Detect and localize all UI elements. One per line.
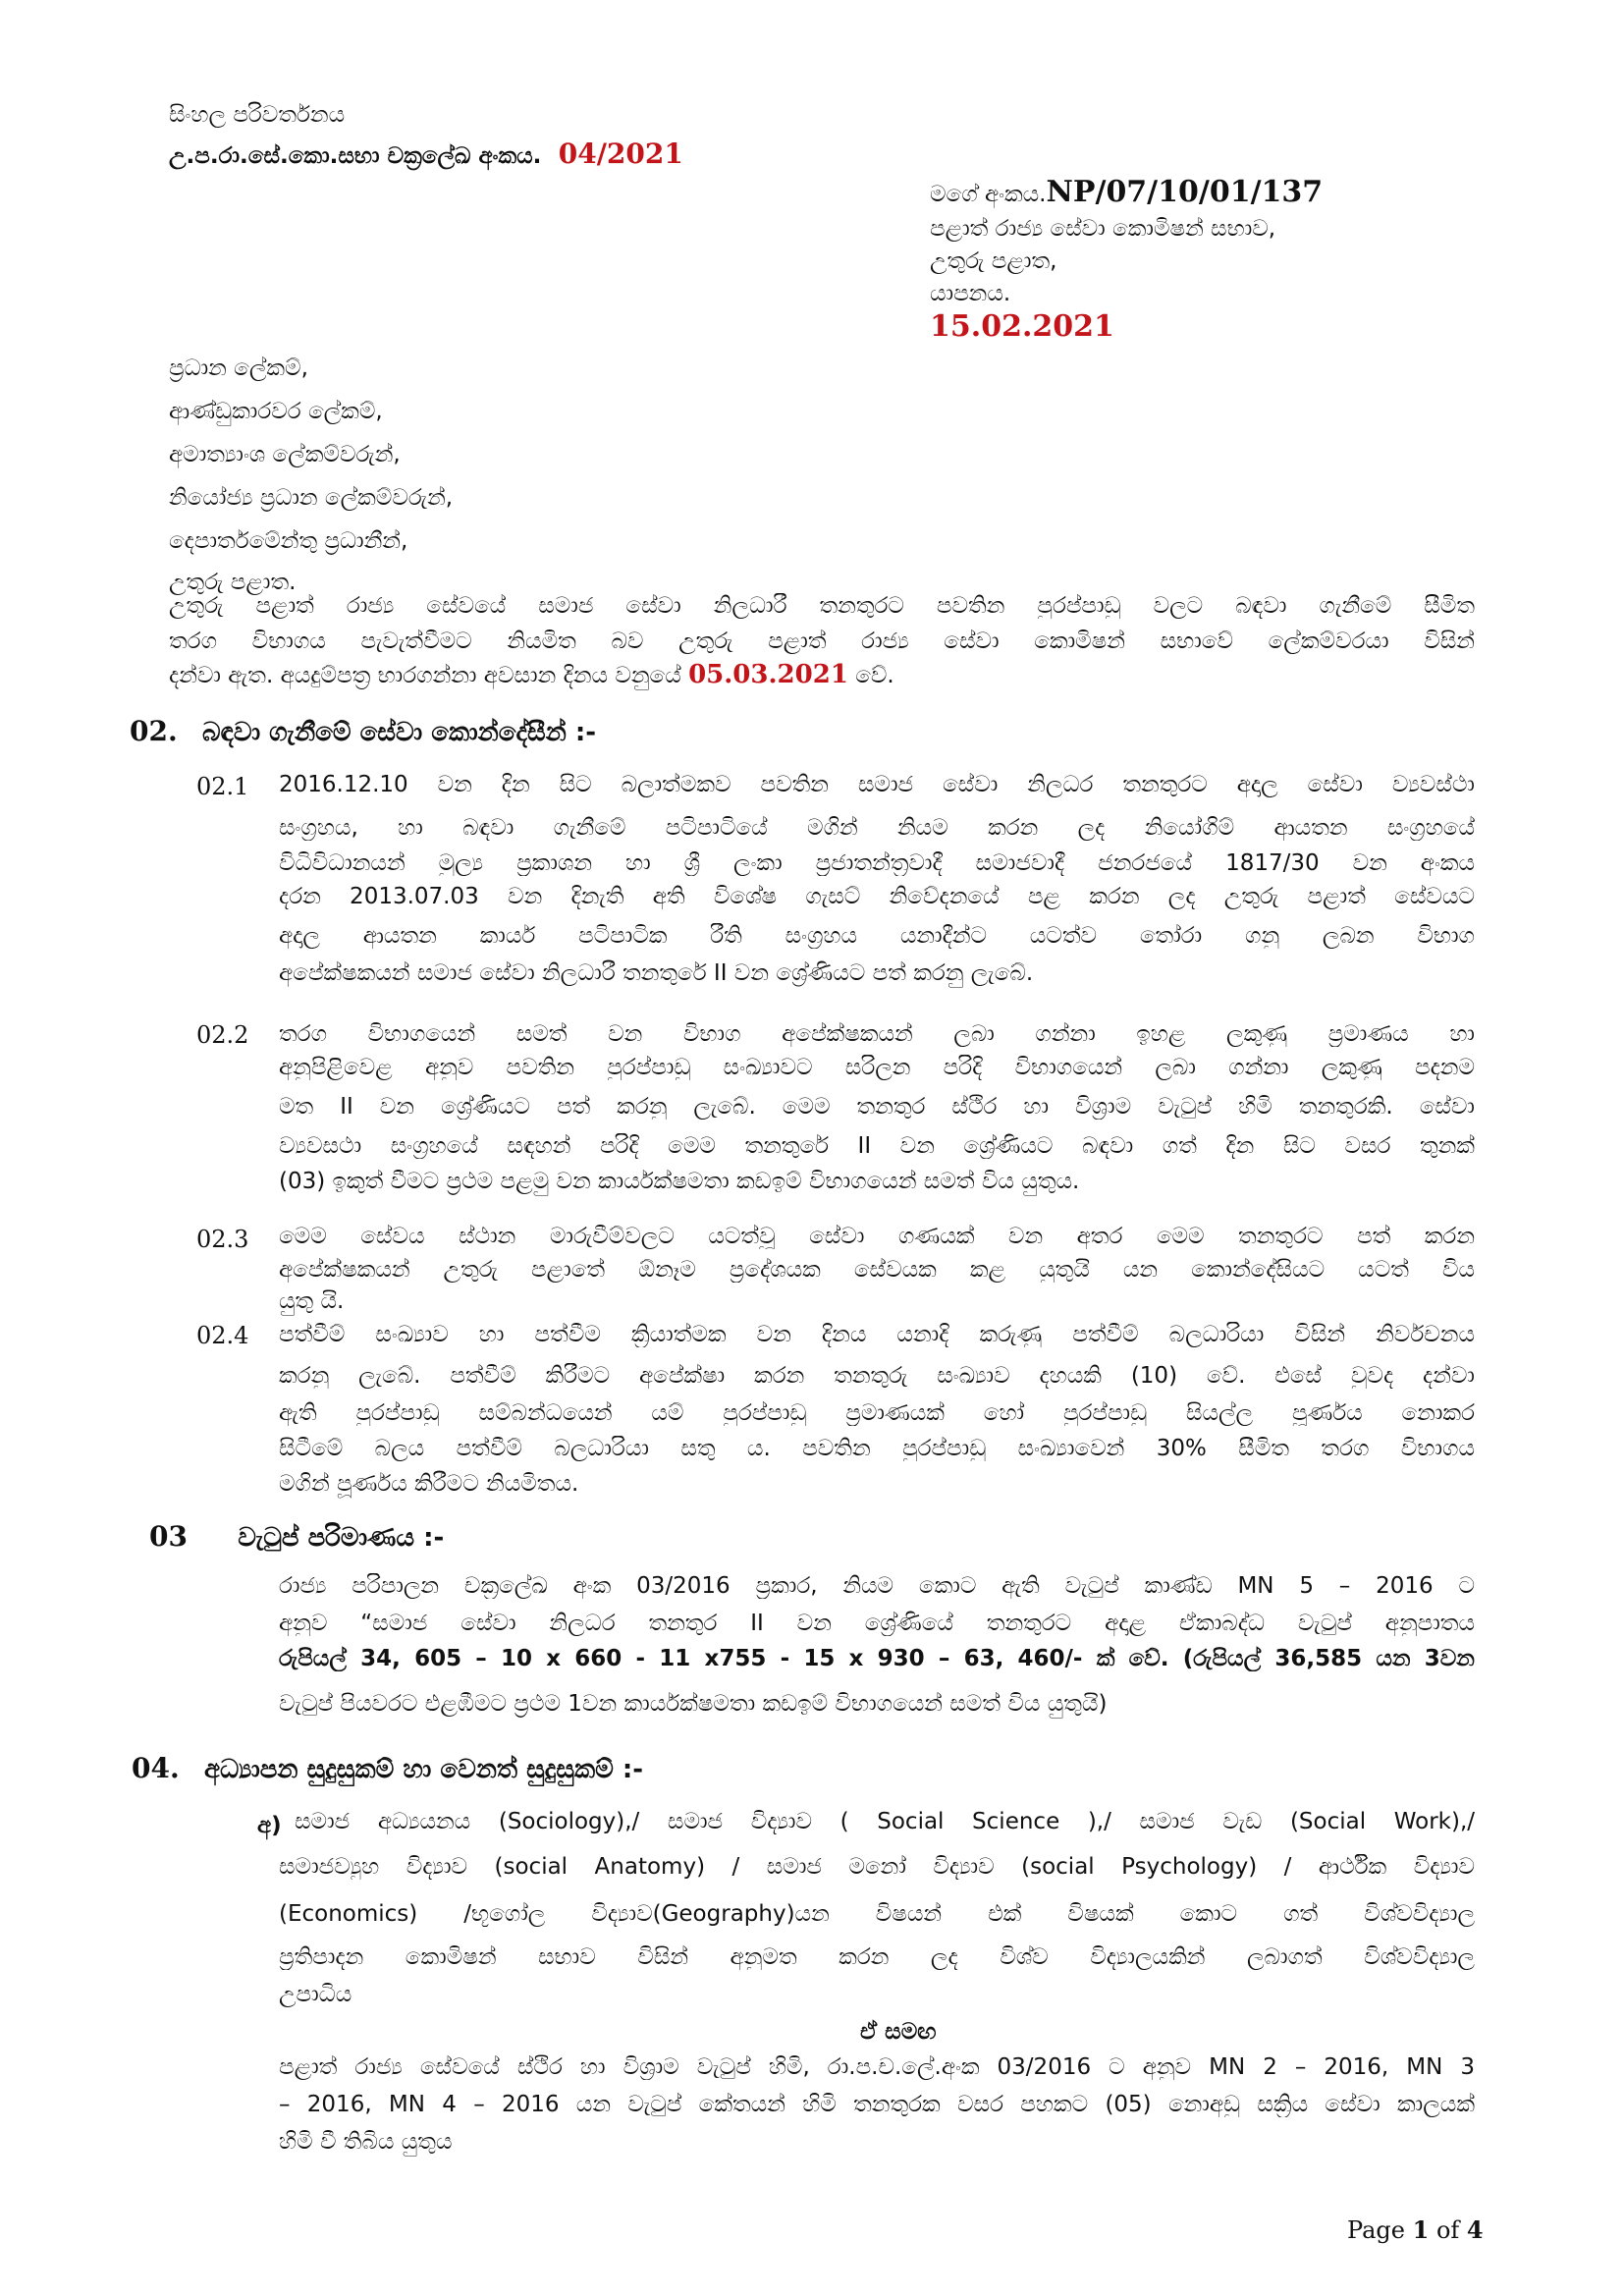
translation-label: සිංහල පරිවර්තනය — [169, 102, 346, 128]
addressee-4: නියෝජ්‍ය ප්‍රධාන ලේකම්වරුන්, — [169, 485, 454, 511]
item-2-4-line-5: මගින් පූර්ණය කිරීමට නියමිතය. — [279, 1471, 579, 1497]
qualification-line-4: ප්‍රතිපාදන කොමිෂන් සභාව විසින් අනුමත කරන ලද විශ්ව විද්‍යාලයකින් ලබාගත් විශ්වවිද්‍යාල — [279, 1944, 1475, 1970]
item-2-3-line-2: අපේක්ෂකයන් උතුරු පළාතේ ඕනෑම ප්‍රදේශයක සේවයක කළ යුතුයි යන කොන්දේසියට යටත් විය — [279, 1257, 1475, 1283]
section-3-heading — [149, 1520, 444, 1554]
item-2-4-line-4: සිටීමේ බලය පත්වීම් බලධාරියා සතු ය. පවතින පුරප්පාඩු සංඛ්‍යාවෙන් 30% සීමිත තරග විභාගය — [279, 1436, 1475, 1461]
and-label: ඒ සමඟ — [860, 2019, 937, 2045]
office-line-1: පළාත් රාජ්‍ය සේවා කොමිෂන් සභාව, — [930, 216, 1276, 242]
section-4-heading — [132, 1752, 643, 1785]
qualification-line-5: උපාධිය — [279, 1982, 352, 2007]
item-2-1-number: 02.1 — [196, 773, 249, 800]
addressee-6: උතුරු පළාත. — [169, 570, 297, 595]
item-2-3-line-3: යුතු යි. — [279, 1288, 345, 1314]
reference-number: NP/07/10/01/137 — [1046, 175, 1324, 209]
section-4-number: 04. — [132, 1752, 180, 1784]
salary-line-4: වැටුප් පියවරට එළඹීමට ප්‍රථම 1වන කාර්යක්ෂමතා කඩඉම් විභාගයෙන් සමත් විය යුතුයි) — [279, 1691, 1108, 1717]
intro-last-prefix: දන්වා ඇත. අයදුම්පත්‍ර භාරගන්නා අවසාන දිනය වනුයේ — [169, 663, 681, 688]
item-2-1-line-3: විධිවිධානයන් මුල්‍ය ප්‍රකාශන හා ශ්‍රී ලංකා ප්‍රජාතන්ත්‍රවාදී සමාජවාදී ජනරජයේ 1817/30 වන අංකය — [279, 850, 1475, 876]
addressee-2: ආණ්ඩුකාරවර ලේකම්, — [169, 399, 383, 424]
item-2-1-line-2: සංග්‍රහය, හා බඳවා ගැනීමේ පටිපාටියේ මගින් නියම කරන ලද නියෝගිම් ආයතන සංග්‍රහයේ — [279, 815, 1475, 841]
item-2-2-line-4: ව්‍යවසථා සංග්‍රහයේ සඳහන් පරිදි මෙම තනතුරේ II වන ශ්‍රේණියට බඳවා ගත් දින සිට වසර තුනක් — [279, 1133, 1475, 1159]
qualification-line-3: (Economics) /භූගෝල විද්‍යාව(Geography)යන විෂයන් එක් විෂයක් කොට ගත් විශ්වවිද්‍යාල — [279, 1901, 1475, 1927]
intro-line-2: තරග විභාගය පැවැත්වීමට නියමිත බව උතුරු පළාත් රාජ්‍ය සේවා කොමිෂන් සභාවේ ලේකම්වරයා විසින් — [169, 629, 1475, 654]
letter-date: 15.02.2021 — [930, 309, 1114, 344]
service-line-2: – 2016, MN 4 – 2016 යන වැටුප් කේතයන් හිමි තනතුරක වසර පහකට (05) නොඅඩු සක්‍රිය සේවා කාලයක් — [279, 2092, 1475, 2117]
item-2-4-line-1: පත්වීම් සංඛ්‍යාව හා පත්වීම ක්‍රියාත්මක වන දිනය යනාදි කරුණු පත්වීම් බලධාරියා විසින් නිර්වචනය — [279, 1322, 1475, 1347]
qualification-line-2: සමාජව්‍යුහ විද්‍යාව (social Anatomy) / සමාජ මනෝ විද්‍යාව (social Psychology) / ආර්ථික විද්‍යාව — [279, 1854, 1475, 1880]
item-2-3-number: 02.3 — [196, 1226, 249, 1253]
service-line-3: හිමි වී තිබිය යුතුය — [279, 2129, 453, 2155]
service-line-1: පළාත් රාජ්‍ය සේවයේ ස්ථිර හා විශ්‍රාම වැටුප් හිමි, රා.ප.ච.ලේ.අංක 03/2016 ට අනුව MN 2 – 2016, MN 3 — [279, 2054, 1475, 2080]
item-a-label: අ) — [257, 1813, 282, 1838]
section-3-title: වැටුප් පරිමාණය :- — [238, 1523, 445, 1553]
addressee-3: අමාත්‍යාංශ ලේකම්වරුන්, — [169, 442, 401, 467]
addressee-1: ප්‍රධාන ලේකම්, — [169, 355, 308, 381]
page-prefix: Page — [1347, 2216, 1405, 2244]
item-2-1-line-1: 2016.12.10 වන දින සිට බලාත්මකව පවතින සමාජ සේවා නිලධර තනතුරට අදාල සේවා ව්‍යවස්ථා — [279, 772, 1475, 797]
section-2-heading — [130, 715, 596, 748]
qualification-line-1: සමාජ අධ්‍යයනය (Sociology),/ සමාජ විද්‍යාව ( Social Science ),/ සමාජ වැඩ (Social Work),/ — [295, 1809, 1475, 1834]
item-2-1-line-4: දරන 2013.07.03 වන දිනැති අති විශේෂ ගැසට් නිවේදනයේ පළ කරන ලද උතුරු පළාත් සේවයට — [279, 884, 1475, 909]
salary-line-2: අනුව “සමාජ සේවා නිලධර තනතුර II වන ශ්‍රේණියේ තනතුරට අදාළ ඒකාබද්ධ වැටුප් අනුපාතය — [279, 1611, 1475, 1636]
circular-label: උ.ප.රා.සේ.කො.සභා චක්‍රලේඛ අංකය. — [169, 143, 542, 169]
item-2-1-line-6: අපේක්ෂකයන් සමාජ සේවා නිලධාරී තනතුරේ II වන ශ්‍රේණියට පත් කරනු ලැබේ. — [279, 960, 1034, 986]
item-2-2-line-1: තරග විභාගයෙන් සමත් වන විභාග අපේක්ෂකයන් ලබා ගන්නා ඉහළ ලකුණු ප්‍රමාණය හා — [279, 1021, 1475, 1047]
circular-number: 04/2021 — [558, 137, 683, 170]
salary-line-1: රාජ්‍ය පරිපාලන චක්‍රලේඛ අංක 03/2016 ප්‍රකාර, නියම කොට ඇති වැටුප් කාණ්ඩ MN 5 – 2016 ට — [279, 1573, 1475, 1599]
item-2-2-number: 02.2 — [196, 1021, 249, 1049]
circular-number-line — [169, 137, 683, 170]
section-2-title: බඳවා ගැනීමේ සේවා කොන්දේසීන් :- — [202, 718, 597, 747]
closing-date: 05.03.2021 — [688, 660, 848, 689]
intro-line-1: උතුරු පළාත් රාජ්‍ය සේවයේ සමාජ සේවා නිලධාරී තනතුරට පවතින පුරප්පාඩු වලට බඳවා ගැනීමේ සීමිත — [169, 593, 1475, 619]
intro-last-suffix: වේ. — [855, 663, 894, 688]
office-line-2: උතුරු පළාත, — [930, 248, 1057, 274]
item-2-2-line-5: (03) ඉකුත් වීමට ප්‍රථම පළමු වන කාර්යක්ෂමතා කඩඉම් විභාගයෙන් සමත් විය යුතුය. — [279, 1169, 1080, 1194]
page-current: 1 — [1412, 2215, 1430, 2244]
item-2-3-line-1: මෙම සේවය ස්ථාන මාරුවීම්වලට යටත්වූ සේවා ගණයක් වන අතර මෙම තනතුරට පත් කරන — [279, 1224, 1475, 1249]
item-2-4-line-2: කරනු ලැබේ. පත්වීම් කිරීමට අපේක්ෂා කරන තනතුරු සංඛ්‍යාව දහයකි (10) වේ. එසේ වුවද දන්වා — [279, 1363, 1475, 1389]
item-2-4-line-3: ඇති පුරප්පාඩු සම්බන්ධයෙන් යම් පුරප්පාඩු ප්‍රමාණයක් හෝ පුරප්පාඩු සියල්ල පූර්ණය නොකර — [279, 1400, 1475, 1426]
reference-label: මගේ අංකය. — [930, 182, 1047, 207]
intro-line-3 — [169, 660, 894, 689]
page-of: of — [1435, 2216, 1460, 2244]
item-2-1-line-5: අදාල ආයතන කාර්ය පටිපාටික රීති සංග්‍රහය යනාදීන්ට යටත්ව තෝරා ගනු ලබන විභාග — [279, 923, 1475, 949]
section-2-number: 02. — [130, 715, 178, 747]
office-line-3: යාපනය. — [930, 281, 1011, 306]
addressee-5: දෙපාර්තමේන්තු ප්‍රධානීන්, — [169, 528, 408, 554]
section-3-number: 03 — [149, 1520, 188, 1553]
item-2-4-number: 02.4 — [196, 1322, 249, 1349]
reference-line — [930, 175, 1323, 209]
page-total: 4 — [1466, 2215, 1484, 2244]
salary-line-3: රුපියල් 34, 605 – 10 x 660 - 11 x755 - 15 x 930 – 63, 460/- ක් වේ. (රුපියල් 36,585 යන 3වන — [279, 1646, 1475, 1671]
page-indicator — [1347, 2215, 1484, 2244]
item-2-2-line-3: මත II වන ශ්‍රේණියට පත් කරනු ලැබේ. මෙම තනතුර ස්ථිර හා විශ්‍රාම වැටුප් හිමි තනතුරකි. සේවා — [279, 1094, 1475, 1120]
item-2-2-line-2: අනුපිළිවෙළ අනුව පවතින පුරප්පාඩු සංඛ්‍යාවට සරිලන පරිදි විභාගයෙන් ලබා ගන්නා ලකුණු පදනම — [279, 1055, 1475, 1080]
section-4-title: අධ්‍යාපන සුදුසුකම් හා වෙනත් සුදුසුකම් :- — [204, 1755, 644, 1784]
